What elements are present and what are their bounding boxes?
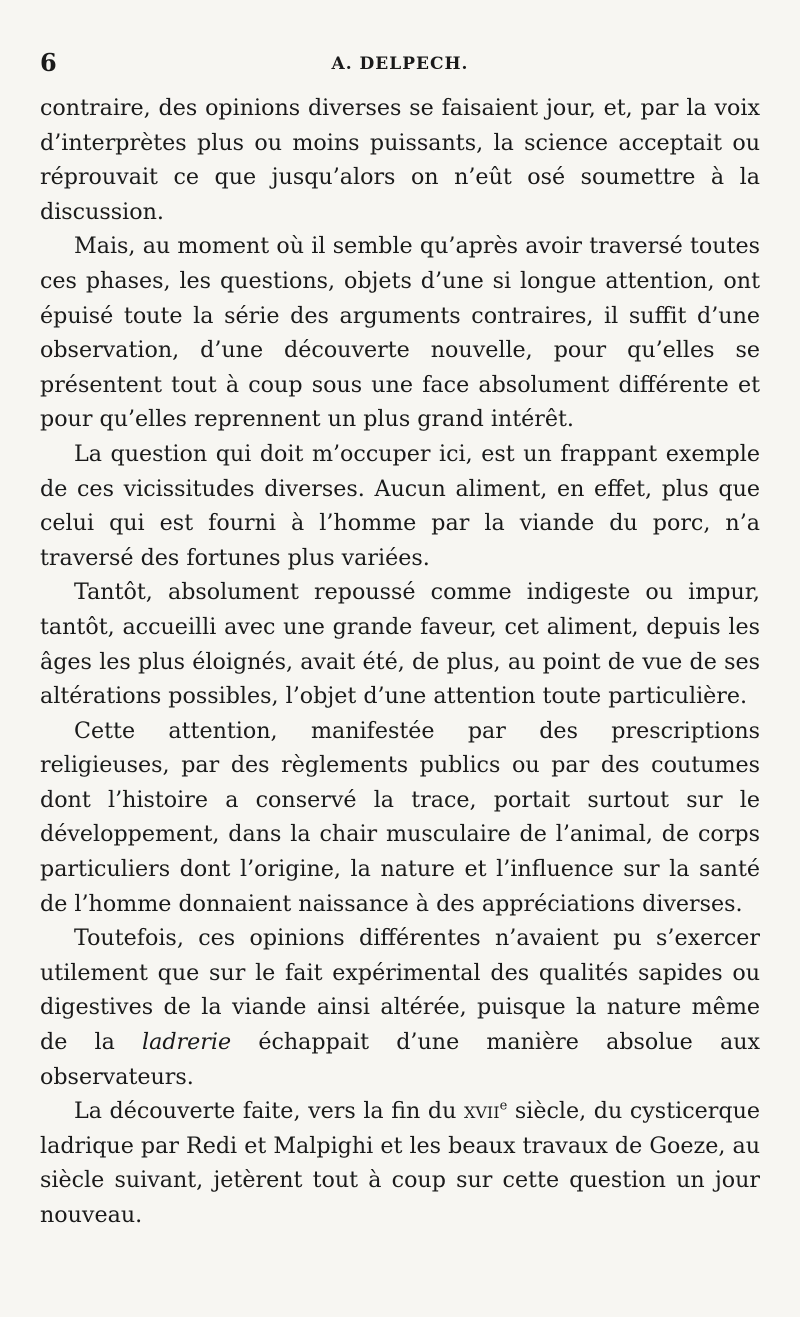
page-header (40, 44, 760, 84)
body-text (40, 91, 760, 1233)
century-numeral: xvii (463, 1098, 500, 1125)
running-head: A. DELPECH. (331, 54, 469, 74)
paragraph: Mais, au moment où il semble qu’après avoir traversé toutes ces phases, les questions, objets d’une si longue attention, ont épuisé toute la série des arguments contraires, il suffit d’une observation, d’une découverte nouvelle, pour qu’elles se présentent tout à coup sous une face absolument différente et pour qu’elles reprennent un plus grand intérêt. (40, 233, 760, 433)
paragraph: La question qui doit m’occuper ici, est un frappant exemple de ces vicissitudes diverses. Aucun aliment, en effet, plus que celui qui est fourni à l’homme par la viande du porc, n’a traversé des fortunes plus variées. (40, 440, 760, 571)
paragraph: Tantôt, absolument repoussé comme indigeste ou impur, tantôt, accueilli avec une grande faveur, cet aliment, depuis les âges les plus éloignés, avait été, de plus, au point de vue de ses altérations possibles, l’objet d’une attention toute particulière. (40, 579, 760, 710)
paragraph (40, 921, 760, 1094)
page-number: 6 (40, 48, 57, 77)
paragraph-text: Toutefois, ces opinions différentes n’avaient pu s’exercer utilement que sur le fait expérimental des qualités sapides ou digestives de la viande ainsi altérée, puisque la nature même de la (40, 925, 760, 1056)
century-superscript: e (499, 1098, 508, 1114)
paragraph (40, 1094, 760, 1232)
paragraph-text: siècle, du cysticerque ladrique par Redi et Malpighi et les beaux travaux de Goeze, au siècle suivant, jetèrent tout à coup sur cette question un jour nouveau. (40, 1098, 760, 1228)
paragraph-text: échappait d’une manière absolue aux observateurs. (40, 1029, 760, 1090)
paragraph: contraire, des opinions diverses se faisaient jour, et, par la voix d’interprètes plus ou moins puissants, la science acceptait ou réprouvait ce que jusqu’alors on n’eût osé soumettre à la discussion. (40, 95, 760, 225)
italic-term: ladrerie (142, 1029, 232, 1056)
paragraph-text: La découverte faite, vers la fin du (74, 1098, 464, 1125)
paragraph: Cette attention, manifestée par des prescriptions religieuses, par des règlements publics ou par des coutumes dont l’histoire a conservé la trace, portait surtout sur le développement, dans la chair musculaire de l’animal, de corps particuliers dont l’origine, la nature et l’influence sur la santé de l’homme donnaient naissance à des appréciations diverses. (40, 717, 760, 917)
